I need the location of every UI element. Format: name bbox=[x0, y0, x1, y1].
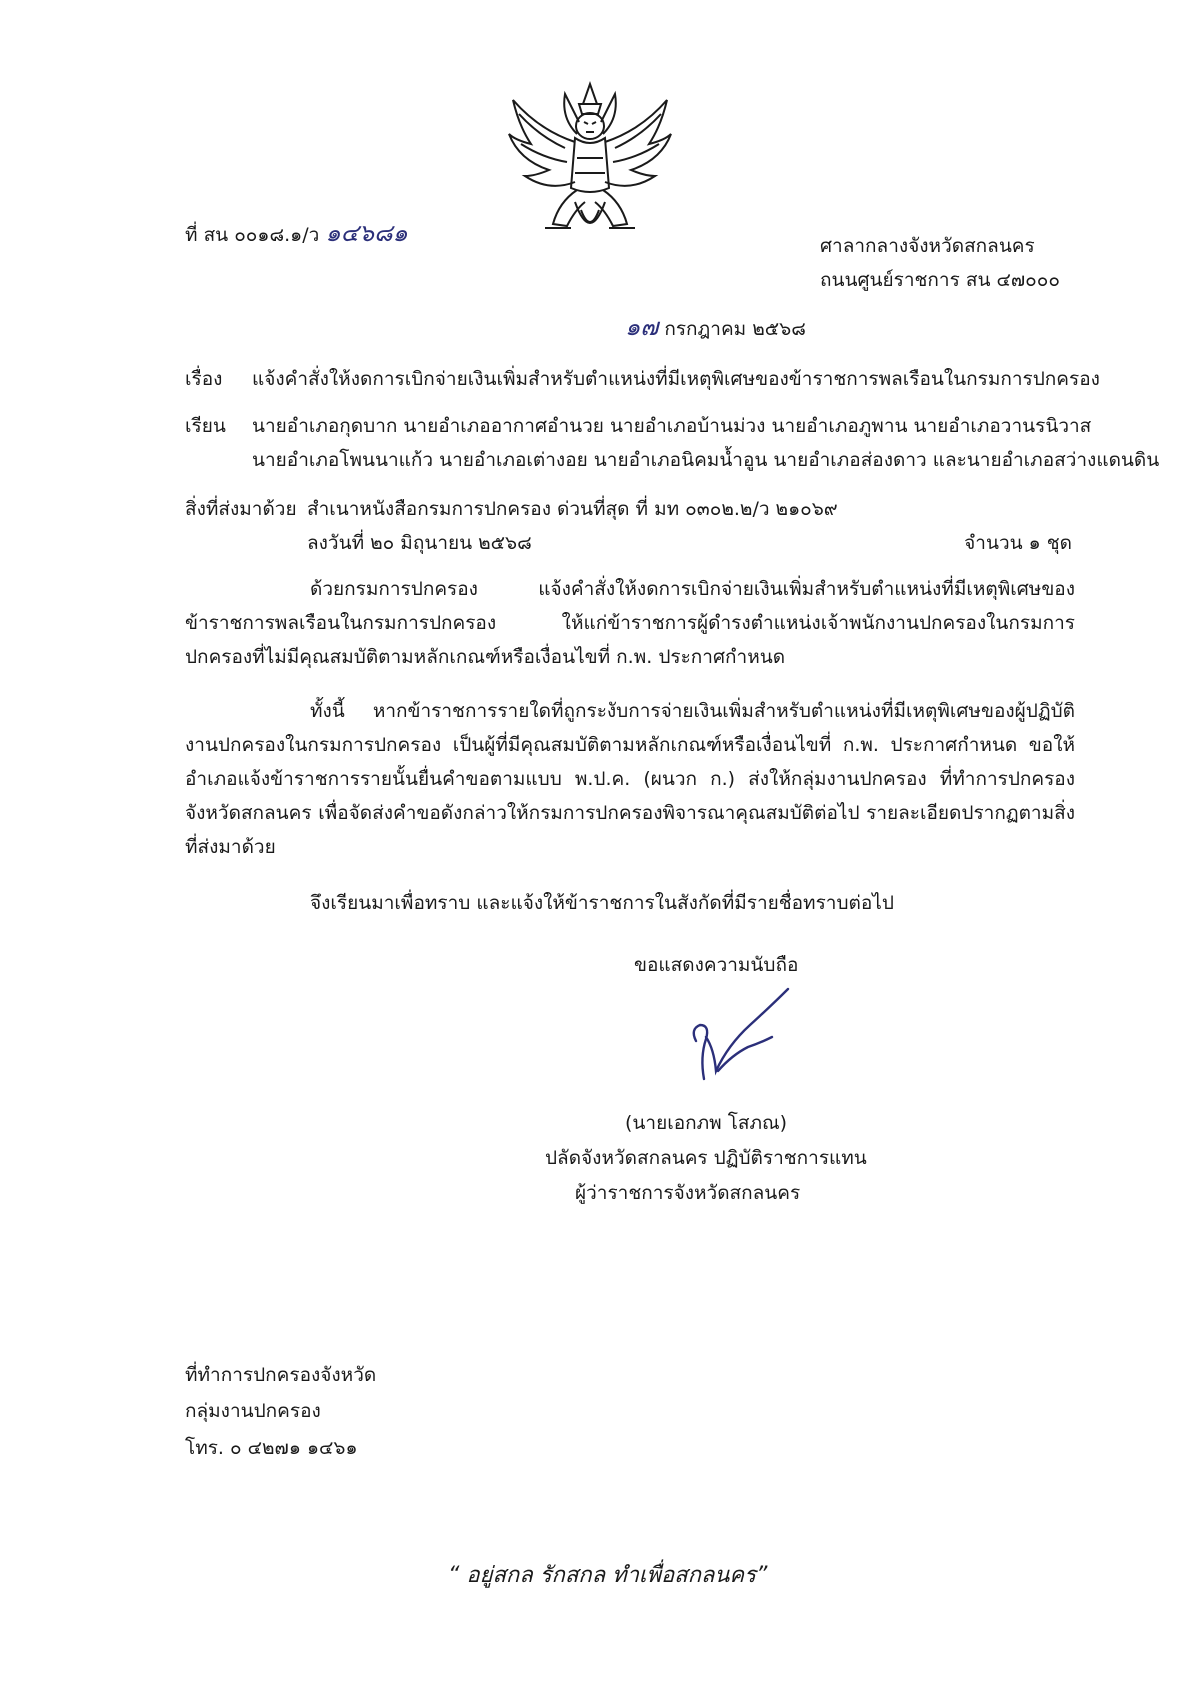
office-address: ถนนศูนย์ราชการ สน ๔๗๐๐๐ bbox=[820, 269, 1060, 291]
body-paragraph-1: ด้วยกรมการปกครอง แจ้งคำสั่งให้งดการเบิกจ่ายเงินเพิ่มสำหรับตำแหน่งที่มีเหตุพิเศษของข้าราชการพลเรือนในกรมการปกครอง ให้แก่ข้าราชการผู้ดำรงตำแหน่งเจ้าพนักงานปกครองในกรมการปกครองที่ไม่มีคุณสมบัติตามหลักเกณฑ์หรือเงื่อนไขที่ ก.พ. ประกาศกำหนด bbox=[185, 578, 1075, 668]
recipient-label: เรียน bbox=[185, 415, 226, 437]
recipient-line-2: นายอำเภอโพนนาแก้ว นายอำเภอเต่างอย นายอำเภอนิคมน้ำอูน นายอำเภอส่องดาว และนายอำเภอสว่างแดนดิน bbox=[252, 449, 1160, 471]
body-paragraph-2: ทั้งนี้ หากข้าราชการรายใดที่ถูกระงับการจ่ายเงินเพิ่มสำหรับตำแหน่งที่มีเหตุพิเศษของผู้ปฏิบัติงานปกครองในกรมการปกครอง เป็นผู้ที่มีคุณสมบัติตามหลักเกณฑ์หรือเงื่อนไขที่ ก.พ. ประกาศกำหนด ขอให้อำเภอแจ้งข้าราชการรายนั้นยื่นคำขอตามแบบ พ.ป.ค. (ผนวก ก.) ส่งให้กลุ่มงานปกครอง ที่ทำการปกครองจังหวัดสกลนคร เพื่อจัดส่งคำขอดังกล่าวให้กรมการปกครองพิจารณาคุณสมบัติต่อไป รายละเอียดปรากฏตามสิ่งที่ส่งมาด้วย bbox=[185, 700, 1075, 858]
recipient-line-1: นายอำเภอกุดบาก นายอำเภออากาศอำนวย นายอำเภอบ้านม่วง นายอำเภอภูพาน นายอำเภอวานรนิวาส bbox=[252, 415, 1092, 437]
footer-phone: โทร. ๐ ๔๒๗๑ ๑๔๖๑ bbox=[185, 1437, 358, 1459]
closing-sentence: จึงเรียนมาเพื่อทราบ และแจ้งให้ข้าราชการในสังกัดที่มีรายชื่อทราบต่อไป bbox=[310, 892, 894, 914]
date-month-year: กรกฎาคม ๒๕๖๘ bbox=[664, 318, 806, 340]
footer-slogan: “ อยู่สกล รักสกล ทำเพื่อสกลนคร” bbox=[448, 1563, 768, 1588]
garuda-emblem bbox=[505, 78, 675, 246]
signer-name: (นายเอกภพ โสภณ) bbox=[625, 1112, 788, 1134]
footer-office-2: กลุ่มงานปกครอง bbox=[185, 1400, 321, 1422]
enclosure-line-2: ลงวันที่ ๒๐ มิถุนายน ๒๕๖๘ bbox=[307, 532, 532, 554]
subject-label: เรื่อง bbox=[185, 368, 223, 390]
date-day-handwritten: ๑๗ bbox=[625, 313, 659, 341]
signer-title-1: ปลัดจังหวัดสกลนคร ปฏิบัติราชการแทน bbox=[545, 1147, 867, 1169]
footer-office-1: ที่ทำการปกครองจังหวัด bbox=[185, 1364, 377, 1386]
closing-salutation: ขอแสดงความนับถือ bbox=[634, 954, 799, 976]
reference-prefix: ที่ สน ๐๐๑๘.๑/ว bbox=[185, 224, 320, 246]
enclosure-label: สิ่งที่ส่งมาด้วย bbox=[185, 498, 297, 520]
enclosure-quantity: จำนวน ๑ ชุด bbox=[964, 532, 1072, 554]
signer-title-2: ผู้ว่าราชการจังหวัดสกลนคร bbox=[575, 1182, 801, 1204]
office-name: ศาลากลางจังหวัดสกลนคร bbox=[820, 235, 1035, 257]
enclosure-line-1: สำเนาหนังสือกรมการปกครอง ด่วนที่สุด ที่ มท ๐๓๐๒.๒/ว ๒๑๐๖๙ bbox=[307, 498, 838, 520]
subject-text: แจ้งคำสั่งให้งดการเบิกจ่ายเงินเพิ่มสำหรับตำแหน่งที่มีเหตุพิเศษของข้าราชการพลเรือนในกรมการปกครอง bbox=[252, 368, 1100, 390]
reference-number bbox=[185, 221, 408, 247]
reference-number-handwritten: ๑๔๖๘๑ bbox=[325, 219, 408, 247]
document-date bbox=[625, 315, 806, 341]
handwritten-signature bbox=[688, 985, 798, 1095]
